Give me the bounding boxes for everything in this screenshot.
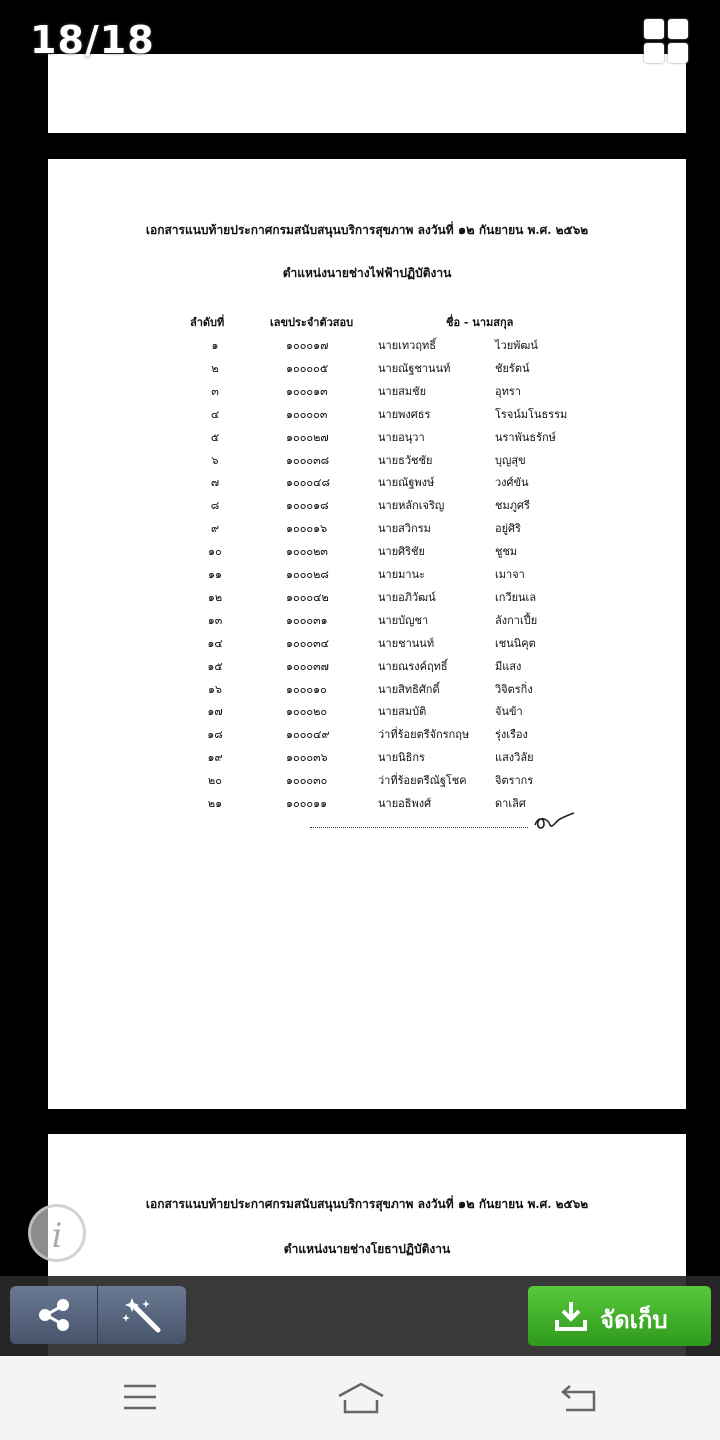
save-label: จัดเก็บ xyxy=(600,1306,668,1334)
exam-id: ๑๐๐๐๑๓ xyxy=(286,384,328,398)
last-name: อุทรา xyxy=(495,384,521,398)
menu-icon[interactable] xyxy=(122,1382,158,1412)
row-number: ๕ xyxy=(210,430,220,444)
exam-id: ๑๐๐๐๓๑ xyxy=(286,613,328,627)
next-page-header xyxy=(48,1193,686,1214)
last-name: วิจิตรกิ่ง xyxy=(495,682,533,696)
magic-button[interactable] xyxy=(98,1286,185,1344)
back-icon[interactable] xyxy=(560,1382,598,1414)
row-number: ๒ xyxy=(211,361,219,375)
exam-id: ๑๐๐๐๒๐ xyxy=(286,705,328,719)
first-name: นายอนุวา xyxy=(378,430,425,444)
last-name: ชัยรัตน์ xyxy=(495,361,530,375)
row-number: ๑๗ xyxy=(207,705,223,719)
table-row xyxy=(48,565,686,587)
exam-id: ๑๐๐๐๑๐ xyxy=(286,682,327,696)
exam-id: ๑๐๐๐๐๓ xyxy=(286,407,328,421)
next-position-title: ตำแหน่งนายช่างโยธาปฏิบัติงาน xyxy=(283,1242,451,1256)
last-name: ไวยพัฒน์ xyxy=(495,339,538,352)
exam-id: ๑๐๐๐๑๖ xyxy=(286,522,328,536)
last-name: ชูชม xyxy=(495,545,518,559)
magic-wand-icon xyxy=(98,1286,185,1344)
last-name: เมาจา xyxy=(495,568,525,581)
exam-id: ๑๐๐๐๒๘ xyxy=(286,568,329,581)
row-number: ๑๒ xyxy=(207,590,223,604)
first-name: นายอภิวัฒน์ xyxy=(378,590,436,604)
download-icon xyxy=(554,1300,588,1332)
last-name: มีแสง xyxy=(495,659,522,673)
first-name: ว่าที่ร้อยตรีจักรกฤษ xyxy=(378,728,470,742)
table-row xyxy=(48,519,686,541)
column-header-name: ชื่อ - นามสกุล xyxy=(446,316,514,329)
table-row xyxy=(48,359,686,381)
last-name: รุ่งเรือง xyxy=(495,728,528,742)
table-row xyxy=(48,542,686,564)
next-header-day: ๑๒ xyxy=(457,1197,475,1212)
exam-id: ๑๐๐๐๓๘ xyxy=(286,453,330,467)
last-name: เกวียนเล xyxy=(495,590,537,604)
row-number: ๑๔ xyxy=(207,636,223,650)
exam-id: ๑๐๐๐๑๘ xyxy=(286,499,329,513)
exam-id: ๑๐๐๐๒๓ xyxy=(286,545,328,559)
save-button[interactable] xyxy=(528,1286,711,1346)
first-name: นายสมชัย xyxy=(378,384,427,398)
first-name: นายณัฐชานนท์ xyxy=(378,361,451,375)
last-name: เชนนิคุต xyxy=(495,636,536,650)
row-number: ๗ xyxy=(210,476,220,490)
exam-id: ๑๐๐๐๔๘ xyxy=(286,476,330,490)
header-prefix: เอกสารแนบท้ายประกาศกรมสนับสนุนบริการสุขภาพ ลงวันที่ xyxy=(145,223,454,237)
first-name: นายเทวฤทธิ์ xyxy=(378,339,436,352)
system-navbar xyxy=(0,1356,720,1440)
table-row xyxy=(48,771,686,793)
share-button[interactable] xyxy=(10,1286,98,1344)
last-name: จันข้า xyxy=(495,705,523,719)
first-name: นายสมบัติ xyxy=(378,705,427,719)
first-name: นายหลักเจริญ xyxy=(378,499,445,513)
table-row xyxy=(48,405,686,427)
exam-id: ๑๐๐๐๒๗ xyxy=(286,430,329,444)
table-row xyxy=(48,588,686,610)
last-name: ชมภูศรี xyxy=(495,499,530,513)
grid-view-icon[interactable] xyxy=(644,19,690,65)
row-number: ๑๑ xyxy=(208,568,222,581)
table-row xyxy=(48,451,686,473)
last-name: แสงวิลัย xyxy=(495,751,534,765)
column-header-no: ลำดับที่ xyxy=(190,316,225,329)
row-number: ๑๘ xyxy=(207,728,223,742)
share-icon xyxy=(10,1286,97,1344)
row-number: ๓ xyxy=(211,384,219,398)
row-number: ๖ xyxy=(211,453,219,467)
last-name: วงศ์ขัน xyxy=(495,476,529,490)
last-name: อยู่ศิริ xyxy=(495,522,521,536)
row-number: ๒๑ xyxy=(207,797,223,810)
tool-group xyxy=(10,1286,186,1344)
page-counter: 18/18 xyxy=(30,18,155,62)
table-row xyxy=(48,748,686,770)
current-page[interactable] xyxy=(48,159,686,1109)
table-row xyxy=(48,725,686,747)
position-title: ตำแหน่งนายช่างไฟฟ้าปฏิบัติงาน xyxy=(282,266,452,280)
table-row xyxy=(48,473,686,495)
last-name: โรจน์มโนธรรม xyxy=(495,407,568,421)
first-name: นายบัญชา xyxy=(378,613,429,627)
table-row xyxy=(48,336,686,358)
first-name: นายศิริชัย xyxy=(378,545,425,559)
first-name: นายมานะ xyxy=(378,568,425,581)
row-number: ๔ xyxy=(210,407,220,421)
info-icon[interactable]: i xyxy=(28,1204,86,1262)
table-row xyxy=(48,496,686,518)
home-icon[interactable] xyxy=(336,1382,386,1416)
row-number: ๙ xyxy=(210,522,220,536)
row-number: ๒๐ xyxy=(208,774,222,788)
first-name: นายณรงค์ฤทธิ์ xyxy=(378,659,448,673)
row-number: ๑๖ xyxy=(208,682,222,696)
exam-id: ๑๐๐๐๓๐ xyxy=(286,774,328,788)
header-month-year: กันยายน พ.ศ. ๒๕๖๒ xyxy=(478,223,589,237)
row-number: ๑๐ xyxy=(208,545,222,559)
header-day: ๑๒ xyxy=(457,223,475,238)
next-header-prefix: เอกสารแนบท้ายประกาศกรมสนับสนุนบริการสุขภาพ ลงวันที่ xyxy=(145,1197,454,1211)
exam-id: ๑๐๐๐๔๙ xyxy=(286,728,330,742)
table-row xyxy=(48,382,686,404)
table-row xyxy=(48,680,686,702)
row-number: ๑ xyxy=(211,339,219,352)
first-name: นายอธิพงศ์ xyxy=(378,797,432,810)
document-header xyxy=(48,219,686,240)
table-row xyxy=(48,611,686,633)
first-name: ว่าที่ร้อยตรีณัฐโชค xyxy=(378,774,467,788)
exam-id: ๑๐๐๐๓๖ xyxy=(286,751,328,765)
row-number: ๑๙ xyxy=(207,751,223,765)
last-name: ดาเลิศ xyxy=(495,797,526,810)
next-header-month-year: กันยายน พ.ศ. ๒๕๖๒ xyxy=(478,1197,589,1211)
last-name: นราพันธรักษ์ xyxy=(495,430,556,444)
first-name: นายสวิกรม xyxy=(378,522,431,536)
exam-id: ๑๐๐๐๓๔ xyxy=(286,636,329,650)
dotted-signature-line xyxy=(310,827,528,828)
exam-id: ๑๐๐๐๐๕ xyxy=(286,361,329,375)
row-number: ๑๕ xyxy=(207,659,223,673)
table-row xyxy=(48,702,686,724)
row-number: ๘ xyxy=(210,499,220,513)
previous-page[interactable] xyxy=(48,54,686,133)
bottom-toolbar xyxy=(0,1276,720,1356)
table-row xyxy=(48,428,686,450)
exam-id: ๑๐๐๐๓๗ xyxy=(286,659,329,673)
last-name: ลังกาเปี้ย xyxy=(495,613,538,627)
first-name: นายณัฐพงษ์ xyxy=(378,476,435,490)
first-name: นายชานนท์ xyxy=(378,636,435,650)
exam-id: ๑๐๐๐๔๒ xyxy=(286,590,329,604)
first-name: นายนิธิกร xyxy=(378,751,425,765)
first-name: นายพงศธร xyxy=(378,407,431,421)
row-number: ๑๓ xyxy=(207,613,223,627)
exam-id: ๑๐๐๐๑๗ xyxy=(286,339,329,352)
signature-mark xyxy=(532,807,576,833)
first-name: นายธวัชชัย xyxy=(378,453,433,467)
last-name: จิตรากร xyxy=(495,774,534,788)
table-row xyxy=(48,794,686,816)
table-row xyxy=(48,657,686,679)
first-name: นายสิทธิศักดิ์ xyxy=(378,682,440,696)
last-name: บุญสุข xyxy=(495,453,526,467)
exam-id: ๑๐๐๐๑๑ xyxy=(286,797,328,810)
column-header-id: เลขประจำตัวสอบ xyxy=(270,316,354,329)
table-row xyxy=(48,634,686,656)
